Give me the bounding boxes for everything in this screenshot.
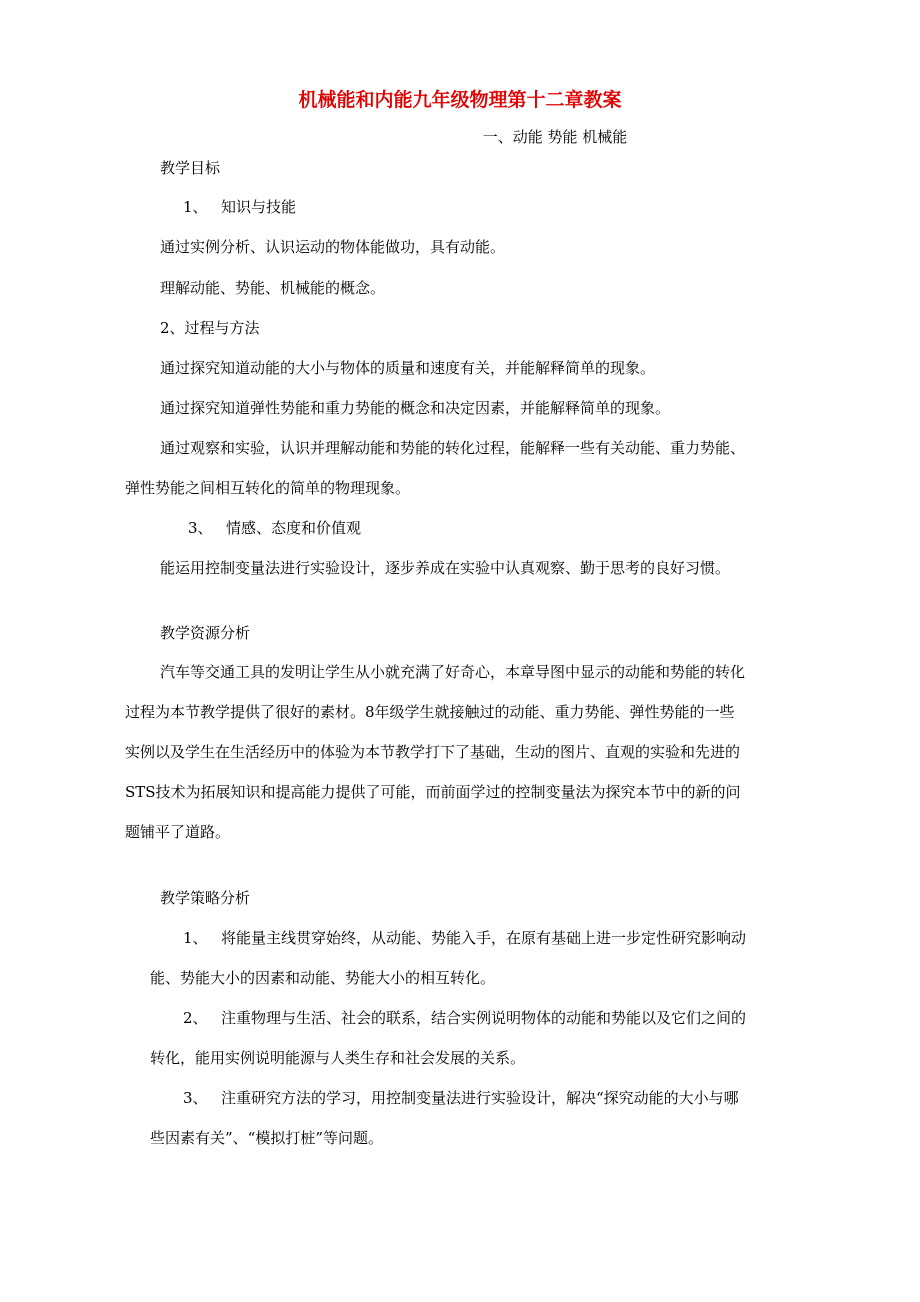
strategy-item-3-line-1 <box>183 1088 739 1108</box>
goals-s3-heading <box>188 518 361 538</box>
goals-s1-title: 知识与技能 <box>221 198 297 216</box>
section-subtitle <box>0 127 920 147</box>
strategy-item-1-text: 将能量主线贯穿始终，从动能、势能入手，在原有基础上进一步定性研究影响动 <box>221 929 747 947</box>
resources-line-3: 实例以及学生在生活经历中的体验为本节教学打下了基础，生动的图片、直观的实验和先进的 <box>125 743 741 761</box>
strategy-item-2-line-1 <box>183 1008 746 1028</box>
resources-line-2: 过程为本节教学提供了很好的素材。8年级学生就接触过的动能、重力势能、弹性势能的一些 <box>125 703 735 721</box>
strategy-item-2-number: 2、 <box>183 1009 208 1027</box>
goals-s2-paragraph-3-line-2: 弹性势能之间相互转化的简单的物理现象。 <box>125 479 411 497</box>
strategy-item-2-line-2: 转化，能用实例说明能源与人类生存和社会发展的关系。 <box>150 1049 526 1067</box>
goals-s1-number: 1、 <box>183 198 208 216</box>
strategy-item-3-line-2: 些因素有关”、“模拟打桩”等问题。 <box>150 1129 384 1147</box>
resources-line-5: 题铺平了道路。 <box>125 823 231 841</box>
goals-s1-paragraph-1: 通过实例分析、认识运动的物体能做功，具有动能。 <box>160 238 506 256</box>
resources-line-4: STS技术为拓展知识和提高能力提供了可能，而前面学过的控制变量法为探究本节中的新的问 <box>125 783 741 801</box>
strategy-heading: 教学策略分析 <box>160 889 251 907</box>
goals-s3-paragraph-1: 能运用控制变量法进行实验设计，逐步养成在实验中认真观察、勤于思考的良好习惯。 <box>160 559 731 577</box>
strategy-item-1-line-1 <box>183 928 746 948</box>
strategy-item-2-text: 注重物理与生活、社会的联系，结合实例说明物体的动能和势能以及它们之间的 <box>221 1009 747 1027</box>
strategy-item-3-text: 注重研究方法的学习，用控制变量法进行实验设计，解决“探究动能的大小与哪 <box>221 1089 739 1107</box>
document-title: 机械能和内能九年级物理第十二章教案 <box>298 89 622 111</box>
goals-heading: 教学目标 <box>160 159 221 177</box>
goals-s3-number: 3、 <box>188 519 213 537</box>
strategy-item-1-line-2: 能、势能大小的因素和动能、势能大小的相互转化。 <box>150 969 496 987</box>
goals-s3-title: 情感、态度和价值观 <box>226 519 362 537</box>
section-subtitle-text: 一、动能 势能 机械能 <box>482 128 628 146</box>
resources-line-1: 汽车等交通工具的发明让学生从小就充满了好奇心，本章导图中显示的动能和势能的转化 <box>160 663 746 681</box>
goals-s2-heading: 2、过程与方法 <box>160 319 260 337</box>
strategy-item-1-number: 1、 <box>183 929 208 947</box>
goals-s2-paragraph-2: 通过探究知道弹性势能和重力势能的概念和决定因素，并能解释简单的现象。 <box>160 399 671 417</box>
resources-heading: 教学资源分析 <box>160 624 251 642</box>
goals-s2-paragraph-1: 通过探究知道动能的大小与物体的质量和速度有关，并能解释简单的现象。 <box>160 359 656 377</box>
goals-s1-heading <box>183 197 296 217</box>
strategy-item-3-number: 3、 <box>183 1089 208 1107</box>
goals-s1-paragraph-2: 理解动能、势能、机械能的概念。 <box>160 279 386 297</box>
goals-s2-paragraph-3-line-1: 通过观察和实验，认识并理解动能和势能的转化过程，能解释一些有关动能、重力势能、 <box>160 439 746 457</box>
